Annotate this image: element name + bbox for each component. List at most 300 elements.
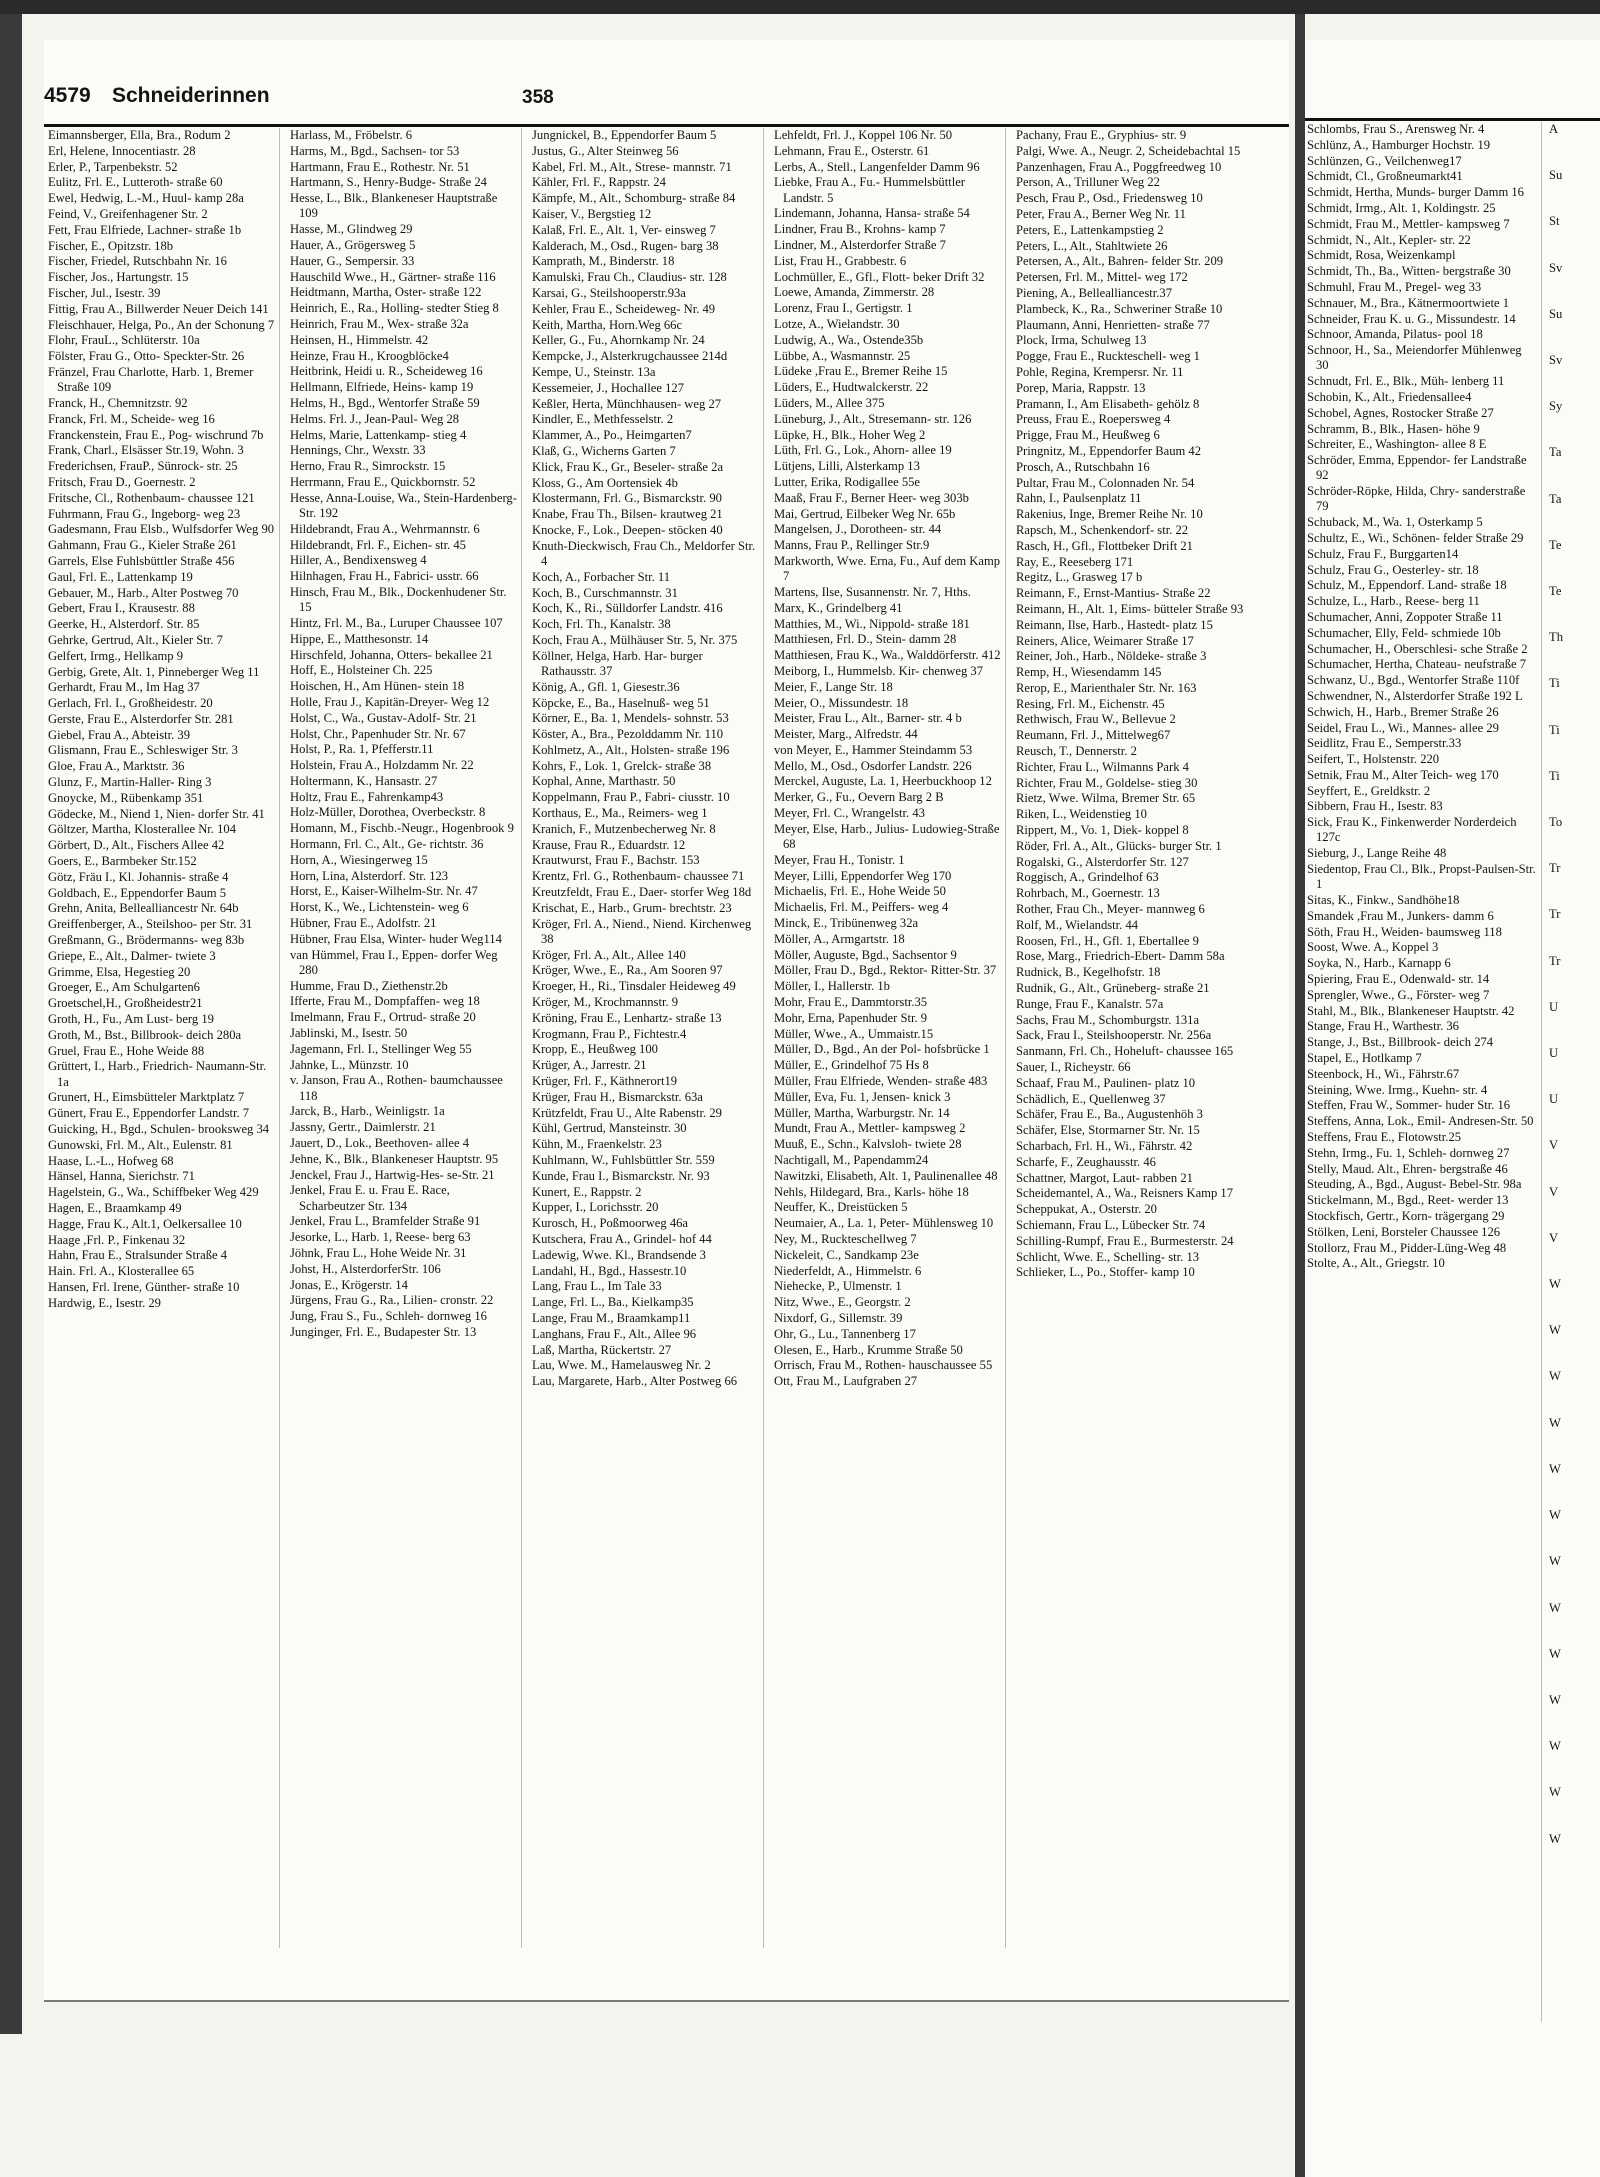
directory-entry: Kranich, F., Mutzenbecherweg Nr. 8 xyxy=(532,821,716,836)
directory-entry: Orrisch, Frau M., Rothen- hauschaussee 55 xyxy=(774,1358,993,1373)
directory-entry: Homann, M., Fischb.-Neugr., Hogenbrook 9 xyxy=(290,821,514,836)
directory-entry: Pesch, Frau P., Osd., Friedensweg 10 xyxy=(1016,191,1203,206)
directory-entry: Seidel, Frau L., Wi., Mannes- allee 29 xyxy=(1307,720,1499,735)
directory-entry: Marx, K., Grindelberg 41 xyxy=(774,600,903,615)
directory-entry: Koch, K., Ri., Sülldorfer Landstr. 416 xyxy=(532,601,723,616)
directory-entry: Schlünzen, G., Veilchenweg17 xyxy=(1307,153,1462,168)
directory-entry: Pachany, Frau E., Gryphius- str. 9 xyxy=(1016,128,1187,142)
directory-entry: Schumacher, Elly, Feld- schmiede 10b xyxy=(1307,625,1501,640)
directory-entry: Ladewig, Wwe. Kl., Brandsende 3 xyxy=(532,1247,706,1262)
cut-off-fragment: W xyxy=(1549,1415,1561,1430)
directory-entry: Peters, E., Lattenkampstieg 2 xyxy=(1016,222,1164,237)
directory-entry: Kessemeier, J., Hochallee 127 xyxy=(532,380,684,395)
cut-off-fragment: V xyxy=(1549,1184,1559,1199)
directory-entry: Stelly, Maud. Alt., Ehren- bergstraße 46 xyxy=(1307,1161,1508,1176)
directory-entry: Schmidt, N., Alt., Kepler- str. 22 xyxy=(1307,232,1471,247)
directory-entry: Lüders, E., Hudtwalckerstr. 22 xyxy=(774,380,929,395)
directory-entry: Schumacher, Hertha, Chateau- neufstraße 7 xyxy=(1307,657,1527,672)
directory-entry: Schröder-Röpke, Hilda, Chry- sanderstraße 79 xyxy=(1307,484,1529,514)
directory-entry: Rose, Marg., Friedrich-Ebert- Damm 58a xyxy=(1016,949,1225,964)
directory-entry: Kaiser, V., Bergstieg 12 xyxy=(532,206,652,221)
directory-entry: Kutschera, Frau A., Grindel- hof 44 xyxy=(532,1232,712,1246)
directory-entry: Lotze, A., Wielandstr. 30 xyxy=(774,316,900,331)
directory-entry: Peters, L., Alt., Stahltwiete 26 xyxy=(1016,238,1168,253)
directory-entry: Scharfe, F., Zeughausstr. 46 xyxy=(1016,1154,1156,1169)
directory-entry: Schreiter, E., Washington- allee 8 E xyxy=(1307,437,1487,452)
directory-entry: Richter, Frau M., Goldelse- stieg 30 xyxy=(1016,775,1198,790)
directory-entry: Steuding, A., Bgd., August- Bebel-Str. 98a xyxy=(1307,1177,1522,1192)
directory-entry: Hennings, Chr., Wexstr. 33 xyxy=(290,443,426,458)
directory-entry: Helms, H., Bgd., Wentorfer Straße 59 xyxy=(290,395,480,410)
directory-entry: Hauer, A., Grögersweg 5 xyxy=(290,237,416,252)
directory-entry: Reimann, H., Alt. 1, Eims- bütteler Straße 93 xyxy=(1016,601,1244,616)
page-number-center: 358 xyxy=(522,87,554,108)
directory-entry: Glunz, F., Martin-Haller- Ring 3 xyxy=(48,775,212,790)
directory-entry: Mello, M., Osd., Osdorfer Landstr. 226 xyxy=(774,758,972,773)
directory-entry: Seyffert, E., Greldkstr. 2 xyxy=(1307,783,1431,798)
directory-entry: Krüger, A., Jarrestr. 21 xyxy=(532,1058,647,1073)
directory-entry: Ifferte, Frau M., Dompfaffen- weg 18 xyxy=(290,994,480,1009)
directory-entry: von Meyer, E., Hammer Steindamm 53 xyxy=(774,742,973,757)
cut-off-fragment: Ta xyxy=(1549,491,1562,506)
directory-entry: Jarck, B., Harb., Weinligstr. 1a xyxy=(290,1104,445,1119)
directory-entry: Steffen, Frau W., Sommer- huder Str. 16 xyxy=(1307,1098,1511,1113)
book-gutter xyxy=(1295,14,1305,2177)
directory-entry: Heinrich, Frau M., Wex- straße 32a xyxy=(290,316,469,331)
directory-column-right xyxy=(1307,122,1542,2022)
directory-entry: Körner, E., Ba. 1, Mendels- sohnstr. 53 xyxy=(532,711,729,726)
page-number-left: 4579 xyxy=(44,84,91,107)
scan-edge-left xyxy=(0,14,22,2034)
cut-off-fragment: Tr xyxy=(1549,953,1561,968)
directory-entry: Stange, J., Bst., Billbrook- deich 274 xyxy=(1307,1035,1494,1050)
cut-off-fragment: Ti xyxy=(1549,722,1560,737)
directory-entry: Guicking, H., Bgd., Schulen- brooksweg 34 xyxy=(48,1122,270,1137)
directory-entry: Lorenz, Frau I., Gertigstr. 1 xyxy=(774,301,913,316)
directory-entry: Hiller, A., Bendixensweg 4 xyxy=(290,553,427,568)
directory-entry: Feind, V., Greifenhagener Str. 2 xyxy=(48,206,208,221)
directory-entry: Möller, Frau D., Bgd., Rektor- Ritter-Str. 37 xyxy=(774,963,997,978)
directory-entry: Kempe, U., Steinstr. 13a xyxy=(532,364,656,379)
directory-entry: Roosen, Frl., H., Gfl. 1, Ebertallee 9 xyxy=(1016,933,1199,948)
cut-off-fragment: Su xyxy=(1549,306,1563,321)
directory-entry: Minck, E., Tribünenweg 32a xyxy=(774,916,919,931)
directory-entry: Schlicht, Wwe. E., Schelling- str. 13 xyxy=(1016,1249,1200,1264)
directory-entry: List, Frau H., Grabbestr. 6 xyxy=(774,253,907,268)
cut-off-fragment: V xyxy=(1549,1230,1559,1245)
directory-entry: Pogge, Frau E., Ruckteschell- weg 1 xyxy=(1016,349,1200,364)
directory-entry: Smandek ,Frau M., Junkers- damm 6 xyxy=(1307,908,1494,923)
directory-entry: Lau, Wwe. M., Hamelausweg Nr. 2 xyxy=(532,1358,711,1373)
directory-entry: Köpcke, E., Ba., Haselnuß- weg 51 xyxy=(532,695,710,710)
cut-off-fragment: Ti xyxy=(1549,768,1560,783)
directory-entry: Koch, B., Curschmannstr. 31 xyxy=(532,585,678,600)
directory-entry: Garrels, Else Fuhlsbüttler Straße 456 xyxy=(48,553,235,568)
directory-entry: Reiner, Joh., Harb., Nöldeke- straße 3 xyxy=(1016,649,1207,664)
directory-entry: Lindner, M., Alsterdorfer Straße 7 xyxy=(774,237,946,252)
directory-entry: Fritsche, Cl., Rothenbaum- chaussee 121 xyxy=(48,490,255,505)
directory-entry: Sick, Frau K., Finkenwerder Norderdeich 127c xyxy=(1307,815,1520,845)
directory-entry: Seifert, T., Holstenstr. 220 xyxy=(1307,752,1440,767)
directory-entry: Hagge, Frau K., Alt.1, Oelkersallee 10 xyxy=(48,1216,242,1231)
directory-entry: Merckel, Auguste, La. 1, Heerbuckhoop 12 xyxy=(774,774,992,789)
directory-entry: Helms, Marie, Lattenkamp- stieg 4 xyxy=(290,427,467,442)
directory-entry: Reimann, F., Ernst-Mantius- Straße 22 xyxy=(1016,586,1211,601)
cut-off-column xyxy=(1545,122,1600,2022)
directory-entry: Meyer, Frau H., Tonistr. 1 xyxy=(774,852,905,867)
directory-entry: Köllner, Helga, Harb. Har- burger Rathausstr. 37 xyxy=(532,648,706,678)
cut-off-fragment: Su xyxy=(1549,168,1563,183)
directory-entry: Kloss, G., Am Oortensiek 4b xyxy=(532,475,678,490)
left-page xyxy=(44,40,1289,2002)
directory-entry: Olesen, E., Harb., Krumme Straße 50 xyxy=(774,1342,963,1357)
directory-entry: Keßler, Herta, Münchhausen- weg 27 xyxy=(532,396,722,411)
directory-entry: Schmidt, Hertha, Munds- burger Damm 16 xyxy=(1307,185,1524,200)
cut-off-fragment: U xyxy=(1549,1092,1559,1107)
directory-entry: Müller, E., Grindelhof 75 Hs 8 xyxy=(774,1058,929,1073)
directory-entry: Meier, O., Missundestr. 18 xyxy=(774,695,909,710)
directory-entry: Schwich, H., Harb., Bremer Straße 26 xyxy=(1307,704,1499,719)
directory-entry: Gaul, Frl. E., Lattenkamp 19 xyxy=(48,569,193,584)
directory-entry: Hagelstein, G., Wa., Schiffbeker Weg 429 xyxy=(48,1185,259,1200)
directory-entry: Rolf, M., Wielandstr. 44 xyxy=(1016,917,1139,932)
directory-entry: Helms. Frl. J., Jean-Paul- Weg 28 xyxy=(290,411,460,426)
directory-entry: Sitas, K., Finkw., Sandhöhe18 xyxy=(1307,893,1460,908)
directory-entry: Nickeleit, C., Sandkamp 23e xyxy=(774,1247,919,1262)
directory-entry: Lutter, Erika, Rodigallee 55e xyxy=(774,474,921,489)
directory-entry: Görbert, D., Alt., Fischers Allee 42 xyxy=(48,838,225,853)
directory-entry: Rother, Frau Ch., Meyer- mannweg 6 xyxy=(1016,902,1205,917)
directory-entry: Fittig, Frau A., Billwerder Neuer Deich 141 xyxy=(48,301,269,316)
cut-off-fragment: U xyxy=(1549,1046,1559,1061)
directory-entry: Kröger, M., Krochmannstr. 9 xyxy=(532,995,679,1010)
scan-edge-top xyxy=(0,0,1600,14)
directory-entry: Harlass, M., Fröbelstr. 6 xyxy=(290,128,413,142)
directory-entry: Mai, Gertrud, Eilbeker Weg Nr. 65b xyxy=(774,506,956,521)
directory-entry: Knocke, F., Lok., Deepen- stöcken 40 xyxy=(532,522,723,537)
directory-entry: Niederfeldt, A., Himmelstr. 6 xyxy=(774,1263,922,1278)
directory-entry: Fleischhauer, Helga, Po., An der Schonung 7 xyxy=(48,317,275,332)
directory-entry: Holle, Frau J., Kapitän-Dreyer- Weg 12 xyxy=(290,694,490,709)
directory-entry: Schmidt, Th., Ba., Witten- bergstraße 30 xyxy=(1307,264,1511,279)
directory-entry: Erler, P., Tarpenbekstr. 52 xyxy=(48,159,178,174)
directory-entry: Jenckel, Frau J., Hartwig-Hes- se-Str. 21 xyxy=(290,1167,495,1182)
directory-entry: Reimann, Ilse, Harb., Hastedt- platz 15 xyxy=(1016,617,1213,632)
directory-entry: Sprengler, Wwe., G., Förster- weg 7 xyxy=(1307,987,1490,1002)
directory-entry: Hilnhagen, Frau H., Fabrici- usstr. 66 xyxy=(290,569,479,584)
directory-entry: Mohr, Frau E., Dammtorstr.35 xyxy=(774,995,928,1010)
directory-entry: Jürgens, Frau G., Ra., Lilien- cronstr. 22 xyxy=(290,1293,494,1308)
directory-entry: Pramann, I., Am Elisabeth- gehölz 8 xyxy=(1016,396,1200,411)
directory-entry: Goldbach, E., Eppendorfer Baum 5 xyxy=(48,885,227,900)
directory-entry: Hormann, Frl. C., Alt., Ge- richtstr. 36 xyxy=(290,837,484,852)
directory-entry: Schuback, M., Wa. 1, Osterkamp 5 xyxy=(1307,515,1483,530)
directory-entry: Petersen, Frl. M., Mittel- weg 172 xyxy=(1016,270,1188,285)
directory-entry: Hintz, Frl. M., Ba., Luruper Chaussee 107 xyxy=(290,615,503,630)
directory-entry: Schmuhl, Frau M., Pregel- weg 33 xyxy=(1307,279,1482,294)
directory-entry: Kähler, Frl. F., Rappstr. 24 xyxy=(532,175,666,190)
directory-entry: Rahn, I., Paulsenplatz 11 xyxy=(1016,491,1142,506)
directory-entry: Schulz, Frau G., Oesterley- str. 18 xyxy=(1307,562,1479,577)
directory-entry: Klaß, G., Wicherns Garten 7 xyxy=(532,443,676,458)
directory-entry: Gödecke, M., Niend 1, Nien- dorfer Str. 41 xyxy=(48,806,265,821)
directory-entry: Runge, Frau F., Kanalstr. 57a xyxy=(1016,996,1164,1011)
directory-entry: Grüttert, I., Harb., Friedrich- Naumann-Str. 1a xyxy=(48,1059,270,1089)
directory-entry: Krischat, E., Harb., Grum- brechtstr. 23 xyxy=(532,900,732,915)
directory-entry: Jenkel, Frau L., Bramfelder Straße 91 xyxy=(290,1214,481,1229)
directory-entry: Hesse, L., Blk., Blankeneser Hauptstraße 109 xyxy=(290,191,501,221)
directory-entry: Kreutzfeldt, Frau E., Daer- storfer Weg 18d xyxy=(532,885,752,900)
directory-entry: Rogalski, G., Alsterdorfer Str. 127 xyxy=(1016,854,1189,869)
directory-entry: Lüneburg, J., Alt., Stresemann- str. 126 xyxy=(774,411,972,426)
directory-entry: Loewe, Amanda, Zimmerstr. 28 xyxy=(774,285,935,300)
directory-entry: Holtermann, K., Hansastr. 27 xyxy=(290,773,438,788)
directory-entry: Kröger, Frl. A., Alt., Allee 140 xyxy=(532,947,686,962)
directory-entry: Steffens, Anna, Lok., Emil- Andresen-Str. 50 xyxy=(1307,1114,1534,1129)
directory-column xyxy=(286,128,522,1948)
directory-entry: Herrmann, Frau E., Quickbornstr. 52 xyxy=(290,474,476,489)
directory-entry: Hippe, E., Matthesonstr. 14 xyxy=(290,631,429,646)
directory-entry: Kalaß, Frl. E., Alt. 1, Ver- einsweg 7 xyxy=(532,222,716,237)
cut-off-fragment: Tr xyxy=(1549,907,1561,922)
directory-column xyxy=(528,128,764,1948)
directory-entry: Lange, Frau M., Braamkamp11 xyxy=(532,1310,691,1325)
directory-entry: Koch, Frl. Th., Kanalstr. 38 xyxy=(532,617,671,632)
directory-entry: Knabe, Frau Th., Bilsen- krautweg 21 xyxy=(532,507,723,522)
directory-entry: Humme, Frau D., Ziethenstr.2b xyxy=(290,978,448,993)
directory-entry: Krüger, Frl. F., Käthnerort19 xyxy=(532,1074,678,1089)
directory-entry: Fölster, Frau G., Otto- Speckter-Str. 26 xyxy=(48,349,245,364)
directory-entry: Gerhardt, Frau M., Im Hag 37 xyxy=(48,680,200,695)
directory-entry: Horn, Lina, Alsterdorf. Str. 123 xyxy=(290,868,449,883)
directory-entry: Fritsch, Frau D., Goernestr. 2 xyxy=(48,474,196,489)
directory-entry: Kindler, E., Methfesselstr. 2 xyxy=(532,412,674,427)
directory-entry: Sachs, Frau M., Schomburgstr. 131a xyxy=(1016,1012,1200,1027)
directory-entry: Schäfer, Else, Stormarner Str. Nr. 15 xyxy=(1016,1123,1200,1138)
directory-entry: van Hümmel, Frau I., Eppen- dorfer Weg 280 xyxy=(290,947,501,977)
directory-entry: Mangelsen, J., Dorotheen- str. 44 xyxy=(774,522,942,537)
directory-entry: Schnoor, Amanda, Pilatus- pool 18 xyxy=(1307,327,1483,342)
directory-entry: Palgi, Wwe. A., Neugr. 2, Scheidebachtal 15 xyxy=(1016,143,1241,158)
directory-entry: Möller, I., Hallerstr. 1b xyxy=(774,979,890,994)
directory-entry: Haage ,Frl. P., Finkenau 32 xyxy=(48,1232,186,1247)
directory-entry: Ludwig, A., Wa., Ostende35b xyxy=(774,332,924,347)
directory-entry: Lindemann, Johanna, Hansa- straße 54 xyxy=(774,206,970,221)
directory-entry: Flohr, FrauL., Schlüterstr. 10a xyxy=(48,333,200,348)
directory-entry: Sack, Frau I., Steilshooperstr. Nr. 256a xyxy=(1016,1028,1212,1043)
directory-entry: Stahl, M., Blk., Blankeneser Hauptstr. 42 xyxy=(1307,1003,1515,1018)
cut-off-fragment: Ti xyxy=(1549,676,1560,691)
directory-entry: Hübner, Frau Elsa, Winter- huder Weg114 xyxy=(290,931,502,946)
directory-entry: Scheppukat, A., Osterstr. 20 xyxy=(1016,1202,1157,1217)
directory-entry: Jauert, D., Lok., Beethoven- allee 4 xyxy=(290,1136,470,1151)
directory-entry: Stollorz, Frau M., Pidder-Lüng-Weg 48 xyxy=(1307,1240,1507,1255)
directory-entry: Gadesmann, Frau Elsb., Wulfsdorfer Weg 90 xyxy=(48,522,275,537)
directory-entry: Möller, Auguste, Bgd., Sachsentor 9 xyxy=(774,947,957,962)
directory-entry: Schmidt, Frau M., Mettler- kampsweg 7 xyxy=(1307,216,1510,231)
directory-entry: Heinsen, H., Himmelstr. 42 xyxy=(290,332,429,347)
directory-entry: Gelfert, Irmg., Hellkamp 9 xyxy=(48,648,183,663)
directory-entry: Nitz, Wwe., E., Georgstr. 2 xyxy=(774,1295,911,1310)
directory-entry: Hagen, E., Braamkamp 49 xyxy=(48,1201,182,1215)
cut-off-fragment: Sy xyxy=(1549,399,1563,414)
header-rule xyxy=(1305,118,1600,121)
directory-entry: Schumacher, H., Oberschlesi- sche Straße 2 xyxy=(1307,641,1528,656)
cut-off-fragment: Sv xyxy=(1549,353,1563,368)
directory-entry: Greßmann, G., Brödermanns- weg 83b xyxy=(48,933,245,948)
page-title: Schneiderinnen xyxy=(112,84,270,107)
directory-entry: Siedentop, Frau Cl., Blk., Propst-Paulsen-Str. 1 xyxy=(1307,862,1539,892)
directory-entry: Groth, H., Fu., Am Lust- berg 19 xyxy=(48,1012,214,1027)
directory-entry: Schaaf, Frau M., Paulinen- platz 10 xyxy=(1016,1075,1196,1090)
cut-off-fragment: W xyxy=(1549,1508,1561,1523)
directory-entry: Kempcke, J., Alsterkrugchaussee 214d xyxy=(532,349,728,364)
directory-entry: Kamprath, M., Binderstr. 18 xyxy=(532,254,675,269)
directory-entry: Holstein, Frau A., Holzdamm Nr. 22 xyxy=(290,758,474,773)
directory-entry: Horst, K., We., Lichtenstein- weg 6 xyxy=(290,900,469,915)
directory-entry: Johst, H., AlsterdorferStr. 106 xyxy=(290,1261,441,1276)
directory-entry: Jungnickel, B., Eppendorfer Baum 5 xyxy=(532,128,717,142)
directory-entry: Matthiesen, Frau K., Wa., Walddörferstr. 412 xyxy=(774,648,1001,663)
directory-entry: Soyka, N., Harb., Karnapp 6 xyxy=(1307,956,1451,971)
directory-entry: Fischer, Friedel, Rutschbahn Nr. 16 xyxy=(48,254,227,269)
directory-entry: Jablinski, M., Isestr. 50 xyxy=(290,1026,408,1041)
directory-entry: Klammer, A., Po., Heimgarten7 xyxy=(532,428,692,443)
directory-entry: Lochmüller, E., Gfl., Flott- beker Drift 32 xyxy=(774,269,985,284)
directory-entry: Gerste, Frau E., Alsterdorfer Str. 281 xyxy=(48,711,234,726)
directory-entry: Martens, Ilse, Susannenstr. Nr. 7, Hths. xyxy=(774,584,971,599)
cut-off-fragment: St xyxy=(1549,214,1560,229)
directory-entry: Lüth, Frl. G., Lok., Ahorn- allee 19 xyxy=(774,443,952,458)
directory-entry: Gehrke, Gertrud, Alt., Kieler Str. 7 xyxy=(48,632,223,647)
directory-entry: Soost, Wwe. A., Koppel 3 xyxy=(1307,940,1439,955)
directory-entry: Rohrbach, M., Goernestr. 13 xyxy=(1016,886,1160,901)
directory-entry: Müller, Frau Elfriede, Wenden- straße 483 xyxy=(774,1074,988,1089)
directory-entry: Schiemann, Frau L., Lübecker Str. 74 xyxy=(1016,1217,1206,1232)
directory-entry: Markworth, Wwe. Erna, Fu., Auf dem Kamp 7 xyxy=(774,553,1004,584)
directory-entry: Klick, Frau K., Gr., Beseler- straße 2a xyxy=(532,459,724,474)
directory-entry: Gebauer, M., Harb., Alter Postweg 70 xyxy=(48,585,239,600)
directory-entry: Horn, A., Wiesingerweg 15 xyxy=(290,852,428,867)
directory-entry: Kurosch, H., Poßmoorweg 46a xyxy=(532,1216,689,1231)
directory-entry: Hübner, Frau E., Adolfstr. 21 xyxy=(290,916,437,931)
directory-entry: Heitbrink, Heidi u. R., Scheideweg 16 xyxy=(290,364,483,379)
directory-entry: Pohle, Regina, Krempersr. Nr. 11 xyxy=(1016,364,1184,379)
directory-entry: Eulitz, Frl. E., Lutteroth- straße 60 xyxy=(48,175,223,190)
directory-entry: Herno, Frau R., Simrockstr. 15 xyxy=(290,459,446,474)
directory-entry: Kohrs, F., Lok. 1, Grelck- straße 38 xyxy=(532,758,712,773)
directory-entry: Hahn, Frau E., Stralsunder Straße 4 xyxy=(48,1248,228,1263)
cut-off-fragment: V xyxy=(1549,1138,1559,1153)
directory-entry: Resing, Frl. M., Eichenstr. 45 xyxy=(1016,696,1165,711)
directory-entry: Sauer, I., Richeystr. 66 xyxy=(1016,1060,1131,1075)
directory-entry: Schultz, E., Wi., Schönen- felder Straße 29 xyxy=(1307,530,1524,545)
cut-off-fragment: To xyxy=(1549,815,1563,830)
directory-entry: Hinsch, Frau M., Blk., Dockenhudener Str. 15 xyxy=(290,584,510,615)
directory-entry: Hasse, M., Glindweg 29 xyxy=(290,222,413,237)
directory-entry: Schnudt, Frl. E., Blk., Müh- lenberg 11 xyxy=(1307,374,1505,389)
directory-entry: Gruel, Frau E., Hohe Weide 88 xyxy=(48,1043,205,1058)
directory-entry: Groetschel,H., Großheidestr21 xyxy=(48,996,203,1011)
right-page xyxy=(1305,40,1600,2177)
directory-entry: Krautwurst, Frau F., Bachstr. 153 xyxy=(532,853,700,868)
directory-entry: Lehmann, Frau E., Osterstr. 61 xyxy=(774,143,930,158)
directory-entry: Keller, G., Fu., Ahornkamp Nr. 24 xyxy=(532,333,705,348)
cut-off-fragment: Te xyxy=(1549,537,1562,552)
directory-entry: Gahmann, Frau G., Kieler Straße 261 xyxy=(48,538,237,553)
directory-entry: Lübbe, A., Wasmannstr. 25 xyxy=(774,348,911,363)
directory-entry: Ray, E., Reeseberg 171 xyxy=(1016,554,1134,569)
cut-off-fragment: U xyxy=(1549,999,1559,1014)
directory-entry: Gerlach, Frl. I., Großheidestr. 20 xyxy=(48,696,213,711)
directory-entry: Mundt, Frau A., Mettler- kampsweg 2 xyxy=(774,1121,966,1136)
directory-entry: Meister, Marg., Alfredstr. 44 xyxy=(774,727,918,742)
directory-entry: Hellmann, Elfriede, Heins- kamp 19 xyxy=(290,380,474,395)
directory-entry: Regitz, L., Grasweg 17 b xyxy=(1016,570,1143,585)
directory-entry: Steenbock, H., Wi., Fährstr.67 xyxy=(1307,1066,1460,1081)
directory-entry: Jenkel, Frau E. u. Frau E. Race, Scharbeutzer Str. 134 xyxy=(290,1183,453,1213)
directory-entry: Meier, F., Lange Str. 18 xyxy=(774,679,893,694)
directory-entry: Michaelis, Frl. E., Hohe Weide 50 xyxy=(774,884,946,899)
directory-entry: Lehfeldt, Frl. J., Koppel 106 Nr. 50 xyxy=(774,128,953,142)
directory-entry: Holst, Chr., Papenhuder Str. Nr. 67 xyxy=(290,726,466,741)
directory-entry: Ney, M., Ruckteschellweg 7 xyxy=(774,1232,917,1246)
directory-entry: Grunert, H., Eimsbütteler Marktplatz 7 xyxy=(48,1090,245,1105)
directory-column xyxy=(1012,128,1248,1948)
directory-entry: Schlieker, L., Po., Stoffer- kamp 10 xyxy=(1016,1265,1195,1280)
directory-entry: Steffens, Frau E., Flotowstr.25 xyxy=(1307,1130,1462,1145)
directory-entry: Söth, Frau H., Weiden- baumsweg 118 xyxy=(1307,924,1502,939)
directory-entry: Scheidemantel, A., Wa., Reisners Kamp 17 xyxy=(1016,1186,1234,1201)
directory-entry: Roggisch, A., Grindelhof 63 xyxy=(1016,870,1159,885)
directory-entry: Müller, Wwe., A., Ummaistr.15 xyxy=(774,1026,934,1041)
directory-entry: Koch, A., Forbacher Str. 11 xyxy=(532,569,671,584)
directory-entry: Schulz, M., Eppendorf. Land- straße 18 xyxy=(1307,578,1507,593)
directory-entry: Glismann, Frau E., Schleswiger Str. 3 xyxy=(48,743,238,758)
directory-entry: Jung, Frau S., Fu., Schleh- dornweg 16 xyxy=(290,1309,487,1324)
directory-entry: Möller, A., Armgartstr. 18 xyxy=(774,931,905,946)
directory-entry: Müller, D., Bgd., An der Pol- hofsbrücke 1 xyxy=(774,1042,990,1057)
directory-entry: Schobel, Agnes, Rostocker Straße 27 xyxy=(1307,405,1494,420)
directory-entry: Kuhlmann, W., Fuhlsbüttler Str. 559 xyxy=(532,1153,715,1168)
directory-entry: Jagemann, Frl. I., Stellinger Weg 55 xyxy=(290,1041,472,1056)
directory-entry: Griepe, E., Alt., Dalmer- twiete 3 xyxy=(48,948,216,963)
directory-entry: Nachtigall, M., Papendamm24 xyxy=(774,1153,929,1168)
directory-entry: Kröning, Frau E., Lenhartz- straße 13 xyxy=(532,1010,722,1025)
directory-entry: Schilling-Rumpf, Frau E., Burmesterstr. 24 xyxy=(1016,1233,1234,1248)
directory-entry: Imelmann, Frau F., Ortrud- straße 20 xyxy=(290,1010,476,1025)
directory-entry: Hartmann, S., Henry-Budge- Straße 24 xyxy=(290,175,487,190)
directory-entry: Spiering, Frau E., Odenwald- str. 14 xyxy=(1307,972,1490,987)
directory-entry: Kröger, Frl. A., Niend., Niend. Kirchenweg 38 xyxy=(532,916,755,946)
directory-entry: Stockfisch, Gertr., Korn- trägergang 29 xyxy=(1307,1209,1505,1224)
directory-entry: Fuhrmann, Frau G., Ingeborg- weg 23 xyxy=(48,506,241,521)
directory-entry: Haase, L.-L., Hofweg 68 xyxy=(48,1153,174,1168)
directory-entry: Rippert, M., Vo. 1, Diek- koppel 8 xyxy=(1016,823,1189,838)
cut-off-fragment: W xyxy=(1549,1461,1561,1476)
directory-entry: Rudnik, G., Alt., Grüneberg- straße 21 xyxy=(1016,981,1210,996)
directory-entry: Piening, A., Bellealliancestr.37 xyxy=(1016,285,1172,300)
cut-off-fragment: W xyxy=(1549,1323,1561,1338)
directory-entry: Nawitzki, Elisabeth, Alt. 1, Paulinenallee 48 xyxy=(774,1168,998,1183)
cut-off-fragment: W xyxy=(1549,1739,1561,1754)
cut-off-fragment: A xyxy=(1549,122,1559,136)
cut-off-fragment: Sv xyxy=(1549,260,1563,275)
cut-off-fragment: W xyxy=(1549,1554,1561,1569)
directory-entry: Justus, G., Alter Steinweg 56 xyxy=(532,143,679,158)
directory-entry: Groth, M., Bst., Billbrook- deich 280a xyxy=(48,1027,242,1042)
directory-entry: Seidlitz, Frau E., Semperstr.33 xyxy=(1307,736,1462,751)
